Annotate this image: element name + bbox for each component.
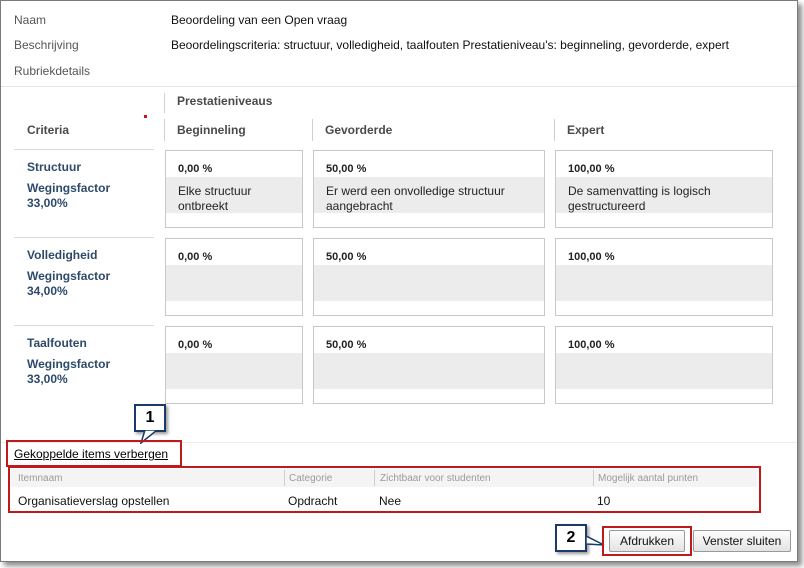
rubric-cell — [555, 238, 773, 316]
table-cell-categorie: Opdracht — [288, 494, 338, 508]
cell-percentage: 100,00 % — [568, 339, 615, 351]
beschrijving-value: Beoordelingscriteria: structuur, volledigheid, taalfouten Prestatieniveau's: beginneling, gevorderde, expert — [171, 38, 729, 52]
naam-value: Beoordeling van een Open vraag — [171, 13, 348, 27]
beschrijving-label: Beschrijving — [14, 38, 79, 52]
callout-number-2: 2 — [555, 524, 587, 552]
cell-description: De samenvatting is logisch gestructureerd — [568, 184, 711, 213]
level-header-expert: Expert — [567, 123, 605, 137]
rubric-cell — [165, 326, 303, 404]
criterion-weight-label: Wegingsfactor — [27, 269, 111, 283]
cell-description: Elke structuur ontbreekt — [178, 184, 252, 213]
rubric-cell — [555, 326, 773, 404]
naam-label: Naam — [14, 13, 47, 27]
criterion-weight-label: Wegingsfactor — [27, 357, 111, 371]
rubric-cell — [313, 150, 545, 228]
level-header-beginneling: Beginneling — [177, 123, 246, 137]
level-header-gevorderde: Gevorderde — [325, 123, 393, 137]
callout-number-1: 1 — [134, 404, 166, 432]
row-separator — [14, 325, 154, 326]
column-separator — [312, 119, 313, 141]
cell-band — [166, 265, 302, 301]
table-cell-punten: 10 — [597, 494, 611, 508]
marker-dot — [144, 115, 147, 118]
criterion-weight-label: Wegingsfactor — [27, 181, 111, 195]
column-separator — [593, 470, 594, 486]
hide-linked-items-link[interactable]: Gekoppelde items verbergen — [14, 447, 169, 461]
cell-band — [314, 265, 544, 301]
cell-band — [314, 353, 544, 389]
rubric-cell — [313, 238, 545, 316]
rubric-cell — [165, 238, 303, 316]
criterion-name: Structuur — [27, 160, 81, 174]
cell-percentage: 50,00 % — [326, 251, 367, 263]
column-separator — [164, 93, 165, 113]
rubriek-label: Rubriekdetails — [14, 64, 91, 78]
cell-band — [556, 353, 772, 389]
criterion-weight-value: 34,00% — [27, 284, 68, 298]
cell-band — [166, 353, 302, 389]
close-window-button[interactable]: Venster sluiten — [693, 530, 791, 552]
cell-percentage: 0,00 % — [178, 339, 213, 351]
table-cell-itemnaam: Organisatieverslag opstellen — [18, 494, 170, 508]
cell-band — [556, 265, 772, 301]
divider — [1, 86, 797, 87]
cell-percentage: 100,00 % — [568, 251, 615, 263]
criteria-header: Criteria — [27, 123, 70, 137]
column-header-zichtbaar: Zichtbaar voor studenten — [380, 473, 491, 484]
levels-title: Prestatieniveaus — [177, 94, 273, 108]
criterion-weight-value: 33,00% — [27, 196, 68, 210]
cell-percentage: 100,00 % — [568, 163, 615, 175]
table-cell-zichtbaar: Nee — [379, 494, 402, 508]
column-separator — [164, 119, 165, 141]
row-separator — [14, 237, 154, 238]
criterion-name: Taalfouten — [27, 336, 87, 350]
column-separator — [284, 470, 285, 486]
column-header-categorie: Categorie — [289, 473, 333, 484]
print-button[interactable]: Afdrukken — [609, 530, 685, 552]
rubric-cell — [165, 150, 303, 228]
rubric-cell — [313, 326, 545, 404]
column-separator — [374, 470, 375, 486]
cell-description: Er werd een onvolledige structuur aangebracht — [326, 184, 505, 213]
column-separator — [554, 119, 555, 141]
criterion-name: Volledigheid — [27, 248, 98, 262]
criterion-weight-value: 33,00% — [27, 372, 68, 386]
cell-percentage: 0,00 % — [178, 251, 213, 263]
cell-percentage: 50,00 % — [326, 339, 367, 351]
row-separator — [14, 149, 154, 150]
cell-percentage: 0,00 % — [178, 163, 213, 175]
rubric-cell — [555, 150, 773, 228]
column-header-punten: Mogelijk aantal punten — [598, 473, 699, 484]
column-header-itemnaam: Itemnaam — [18, 473, 63, 484]
cell-percentage: 50,00 % — [326, 163, 367, 175]
